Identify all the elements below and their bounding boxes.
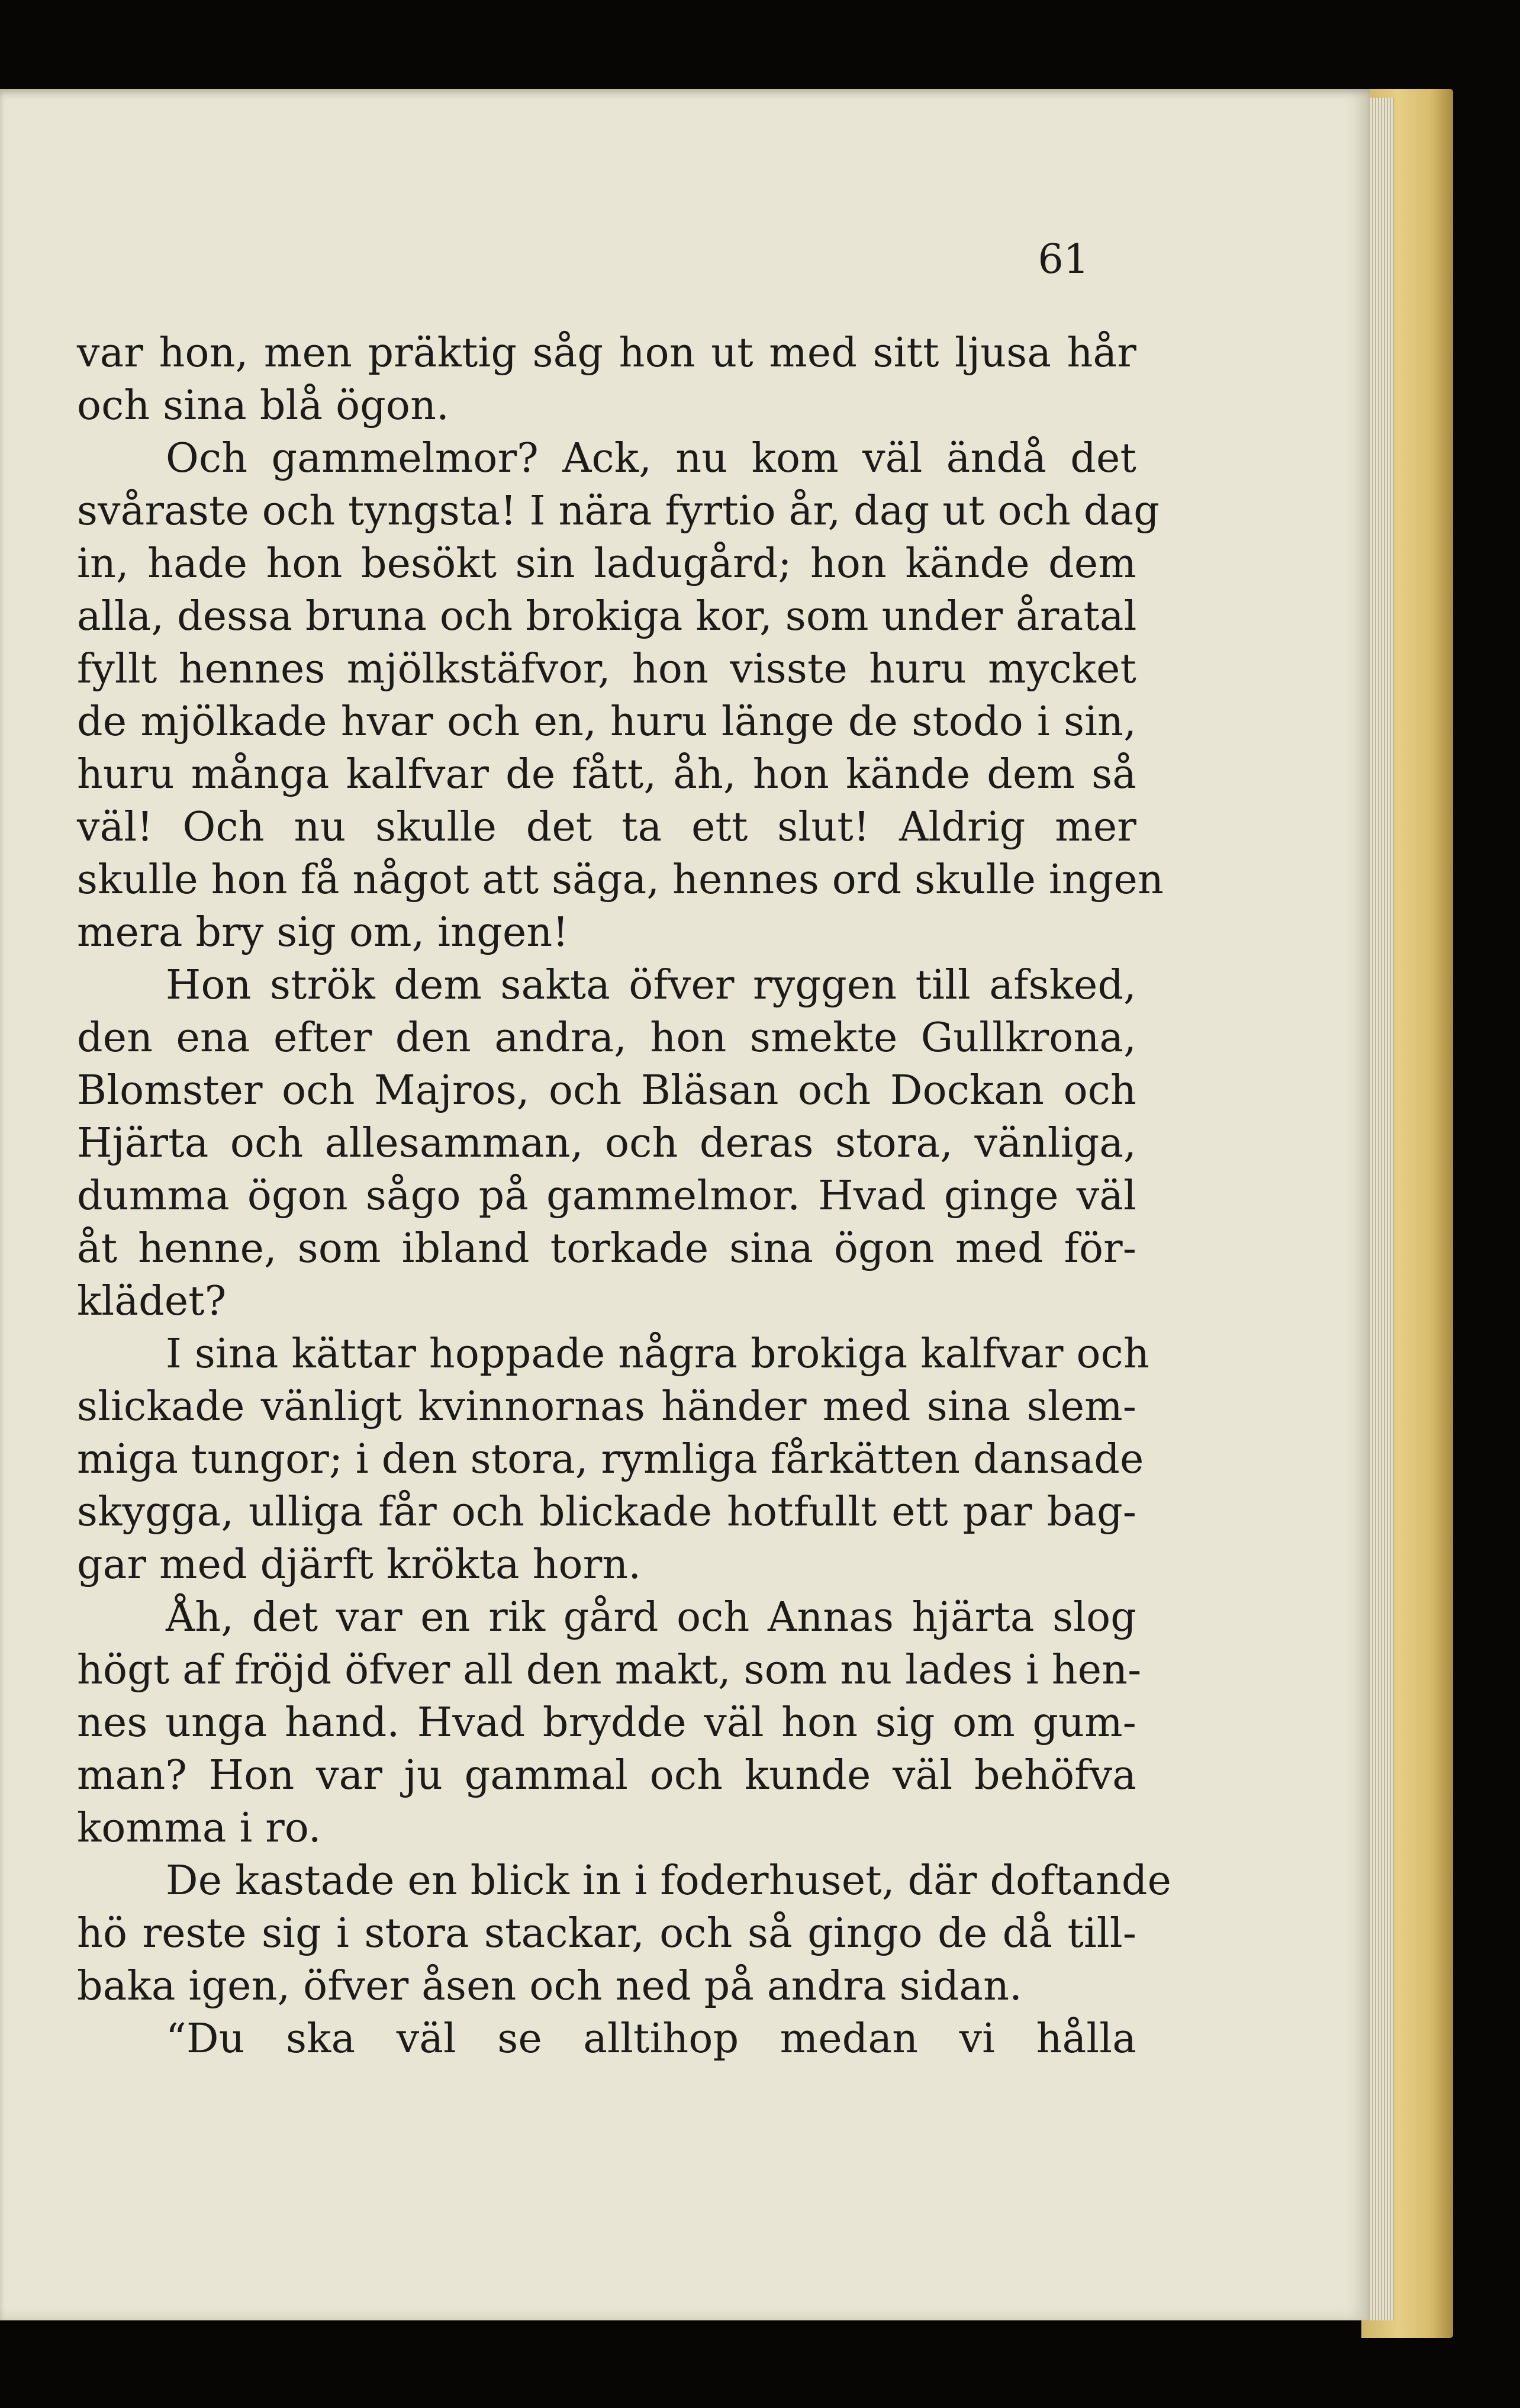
text-line: man? Hon var ju gammal och kunde väl behöfva — [77, 1752, 1136, 1799]
text-line: väl! Och nu skulle det ta ett slut! Aldrig mer — [77, 804, 1136, 851]
text-line: skygga, ulliga får och blickade hotfullt ett par bag- — [77, 1489, 1136, 1535]
text-line: De kastade en blick in i foderhuset, där doftande — [166, 1857, 1172, 1904]
text-line: “Du ska väl se alltihop medan vi hålla — [166, 2016, 1136, 2062]
text-line: miga tungor; i den stora, rymliga fårkätten dansade — [77, 1436, 1144, 1483]
body-text — [77, 327, 1172, 2065]
text-line: Blomster och Majros, och Bläsan och Dockan och — [77, 1067, 1136, 1114]
text-line: mera bry sig om, ingen! — [77, 909, 569, 956]
text-line: nes unga hand. Hvad brydde väl hon sig om gum- — [77, 1699, 1136, 1746]
text-line: alla, dessa bruna och brokiga kor, som under åratal — [77, 593, 1137, 640]
text-line: svåraste och tyngsta! I nära fyrtio år, dag ut och dag — [77, 488, 1160, 535]
text-line: och sina blå ögon. — [77, 382, 449, 429]
text-line: var hon, men präktig såg hon ut med sitt ljusa hår — [77, 330, 1136, 376]
text-line: in, hade hon besökt sin ladugård; hon kände dem — [77, 540, 1136, 587]
page-number: 61 — [1038, 236, 1089, 283]
text-line: Och gammelmor? Ack, nu kom väl ändå det — [166, 435, 1136, 482]
text-line: den ena efter den andra, hon smekte Gullkrona, — [77, 1015, 1136, 1061]
text-line: Hon strök dem sakta öfver ryggen till afsked, — [166, 962, 1136, 1009]
text-line: åt henne, som ibland torkade sina ögon med för- — [77, 1225, 1136, 1272]
text-line: dumma ögon sågo på gammelmor. Hvad ginge väl — [77, 1173, 1136, 1219]
text-line: klädet? — [77, 1278, 227, 1325]
text-line: skulle hon få något att säga, hennes ord skulle ingen — [77, 857, 1164, 903]
text-line: fyllt hennes mjölkstäfvor, hon visste huru mycket — [77, 646, 1136, 693]
text-line: slickade vänligt kvinnornas händer med sina slem- — [77, 1383, 1136, 1430]
text-line: Hjärta och allesamman, och deras stora, vänliga, — [77, 1120, 1136, 1167]
text-line: huru många kalfvar de fått, åh, hon kände dem så — [77, 751, 1136, 798]
text-line: komma i ro. — [77, 1805, 321, 1852]
text-line: de mjölkade hvar och en, huru länge de stodo i sin, — [77, 698, 1136, 745]
text-line: gar med djärft krökta horn. — [77, 1541, 642, 1588]
text-line: baka igen, öfver åsen och ned på andra sidan. — [77, 1963, 1022, 2010]
text-line: högt af fröjd öfver all den makt, som nu lades i hen- — [77, 1647, 1142, 1694]
text-line: hö reste sig i stora stackar, och så gingo de då till- — [77, 1910, 1136, 1957]
text-line: Åh, det var en rik gård och Annas hjärta slog — [166, 1594, 1136, 1641]
text-line: I sina kättar hoppade några brokiga kalfvar och — [166, 1331, 1149, 1377]
